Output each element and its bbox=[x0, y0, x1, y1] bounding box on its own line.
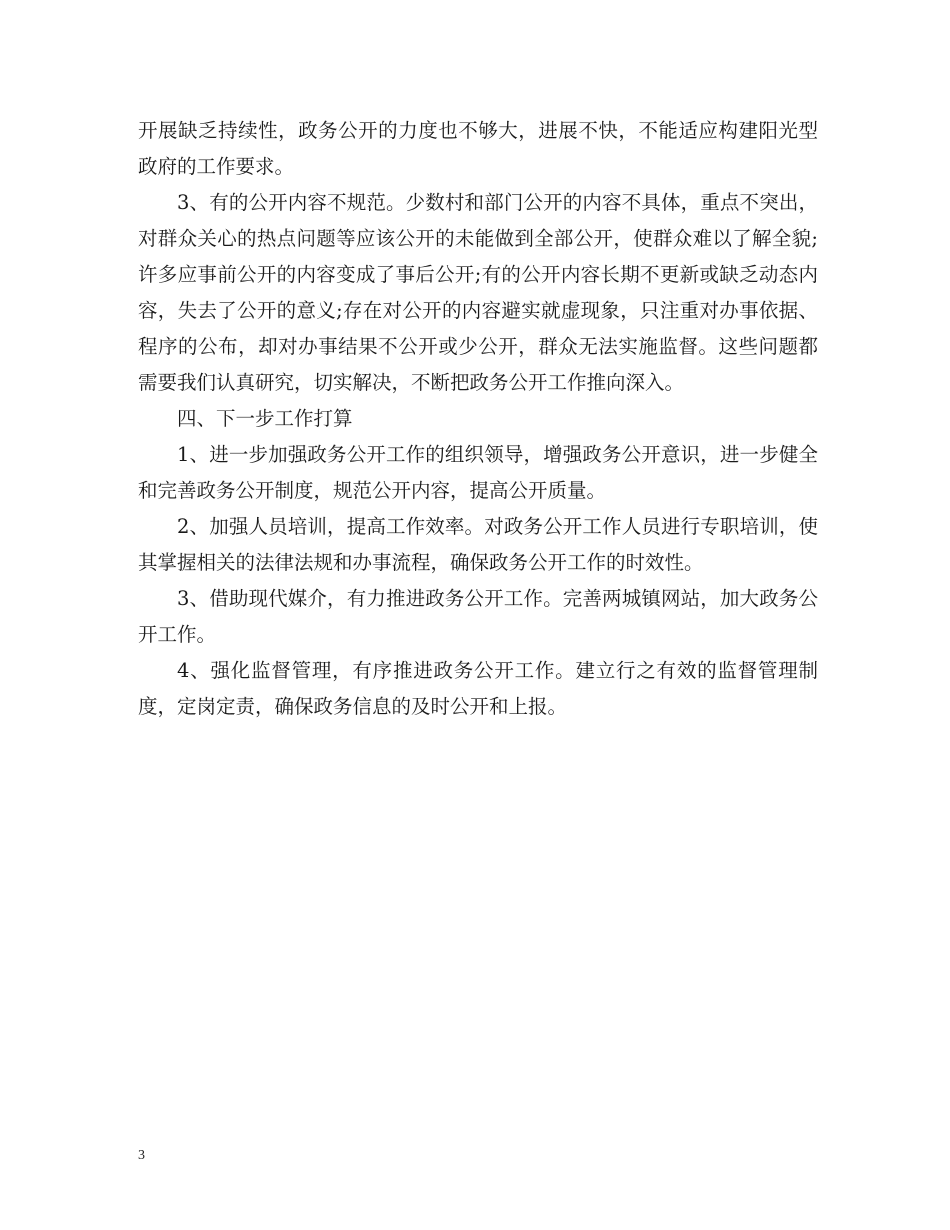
paragraph-continuation: 开展缺乏持续性，政务公开的力度也不够大，进展不快，不能适应构建阳光型政府的工作要求。 bbox=[138, 119, 818, 178]
document-body bbox=[138, 113, 818, 725]
paragraph-issue-3: 3、有的公开内容不规范。少数村和部门公开的内容不具体，重点不突出，对群众关心的热点问题等应该公开的未能做到全部公开，使群众难以了解全貌;许多应事前公开的内容变成了事后公开;有的公开内容长期不更新或缺乏动态内容，失去了公开的意义;存在对公开的内容避实就虚现象，只注重对办事依据、程序的公布，却对办事结果不公开或少公开，群众无法实施监督。这些问题都需要我们认真研究，切实解决，不断把政务公开工作推向深入。 bbox=[138, 191, 818, 394]
section-heading-next-steps: 四、下一步工作打算 bbox=[177, 407, 353, 430]
page-number: 3 bbox=[138, 1148, 145, 1163]
paragraph-plan-4: 4、强化监督管理，有序推进政务公开工作。建立行之有效的监督管理制度，定岗定责，确保政务信息的及时公开和上报。 bbox=[138, 659, 818, 718]
paragraph-plan-1: 1、进一步加强政务公开工作的组织领导，增强政务公开意识，进一步健全和完善政务公开制度，规范公开内容，提高公开质量。 bbox=[138, 443, 818, 502]
paragraph-plan-2: 2、加强人员培训，提高工作效率。对政务公开工作人员进行专职培训，使其掌握相关的法律法规和办事流程，确保政务公开工作的时效性。 bbox=[138, 515, 818, 574]
paragraph-plan-3: 3、借助现代媒介，有力推进政务公开工作。完善两城镇网站，加大政务公开工作。 bbox=[138, 587, 818, 646]
